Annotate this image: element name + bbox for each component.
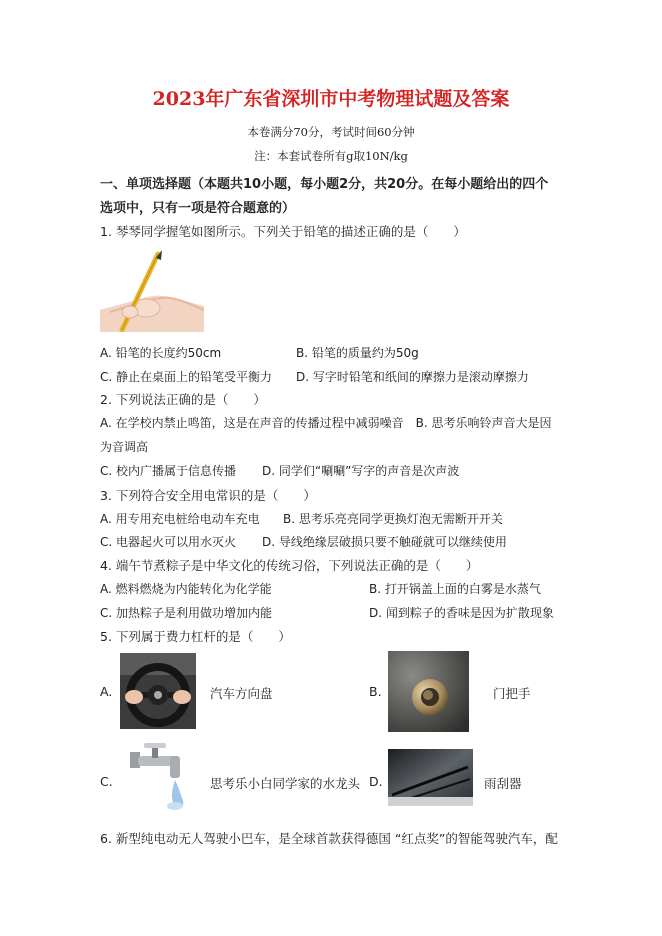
question-4-option-d: D. 闻到粽子的香味是因为扩散现象: [369, 606, 554, 620]
question-1-stem: 1. 琴琴同学握笔如图所示。下列关于铅笔的描述正确的是（ ）: [100, 224, 466, 239]
steering-wheel-picture: [120, 653, 196, 729]
windshield-wiper-picture: [388, 749, 473, 806]
question-4-option-a: A. 燃料燃烧为内能转化为化学能: [100, 582, 272, 596]
question-2-option-ab: A. 在学校内禁止鸣笛，这是在声音的传播过程中减弱噪音 B. 思考乐响铃声音大是因: [100, 416, 552, 430]
question-5-option-b-letter: B.: [369, 684, 382, 699]
question-3-option-d: D. 导线绝缘层破损只要不触碰就可以继续使用: [262, 535, 507, 549]
question-5-option-b-caption: 门把手: [493, 686, 531, 701]
question-4-stem: 4. 端午节煮粽子是中华文化的传统习俗，下列说法正确的是（ ）: [100, 558, 479, 573]
pencil-hand-picture: [100, 250, 204, 332]
section-heading-line1: 一、单项选择题（本题共10小题，每小题2分，共20分。在每小题给出的四个: [100, 177, 549, 192]
question-1-option-a: A. 铅笔的长度约50cm: [100, 346, 222, 360]
exam-note: 注：本套试卷所有g取10N/kg: [254, 149, 408, 163]
question-5-option-c-caption: 思考乐小白同学家的水龙头: [210, 776, 361, 791]
question-6-stem: 6. 新型纯电动无人驾驶小巴车，是全球首款获得德国 “红点奖”的智能驾驶汽车，配: [100, 831, 558, 846]
question-3-option-c: C. 电器起火可以用水灭火: [100, 535, 237, 549]
question-1-option-d: D. 写字时铅笔和纸间的摩擦力是滚动摩擦力: [296, 370, 529, 384]
question-3-option-a: A. 用专用充电桩给电动车充电: [100, 512, 260, 526]
question-5-option-a-caption: 汽车方向盘: [210, 686, 273, 701]
exam-info: 本卷满分70分，考试时间60分钟: [247, 125, 415, 139]
question-2-stem: 2. 下列说法正确的是（ ）: [100, 392, 266, 407]
question-5-option-a-letter: A.: [100, 684, 113, 699]
question-5-stem: 5. 下列属于费力杠杆的是（ ）: [100, 629, 291, 644]
question-2-option-ab-cont: 为音调高: [100, 440, 149, 454]
question-1-option-b: B. 铅笔的质量约为50g: [296, 346, 419, 360]
question-3-stem: 3. 下列符合安全用电常识的是（ ）: [100, 488, 316, 503]
question-4-option-b: B. 打开锅盖上面的白雾是水蒸气: [369, 582, 541, 596]
question-4-option-c: C. 加热粽子是利用做功增加内能: [100, 606, 273, 620]
question-2-option-c: C. 校内广播属于信息传播: [100, 464, 237, 478]
section-heading-line2: 选项中，只有一项是符合题意的）: [100, 201, 296, 216]
question-3-option-b: B. 思考乐亮亮同学更换灯泡无需断开开关: [283, 512, 503, 526]
question-5-option-c-letter: C.: [100, 774, 113, 789]
question-5-option-d-letter: D.: [369, 774, 383, 789]
question-1-option-c: C. 静止在桌面上的铅笔受平衡力: [100, 370, 273, 384]
document-title: 2023年广东省深圳市中考物理试题及答案: [152, 88, 510, 110]
question-5-option-d-caption: 雨刮器: [484, 776, 522, 791]
door-knob-picture: [388, 651, 469, 732]
water-faucet-picture: [120, 740, 202, 812]
question-2-option-d: D. 同学们“唰唰”写字的声音是次声波: [262, 464, 460, 478]
